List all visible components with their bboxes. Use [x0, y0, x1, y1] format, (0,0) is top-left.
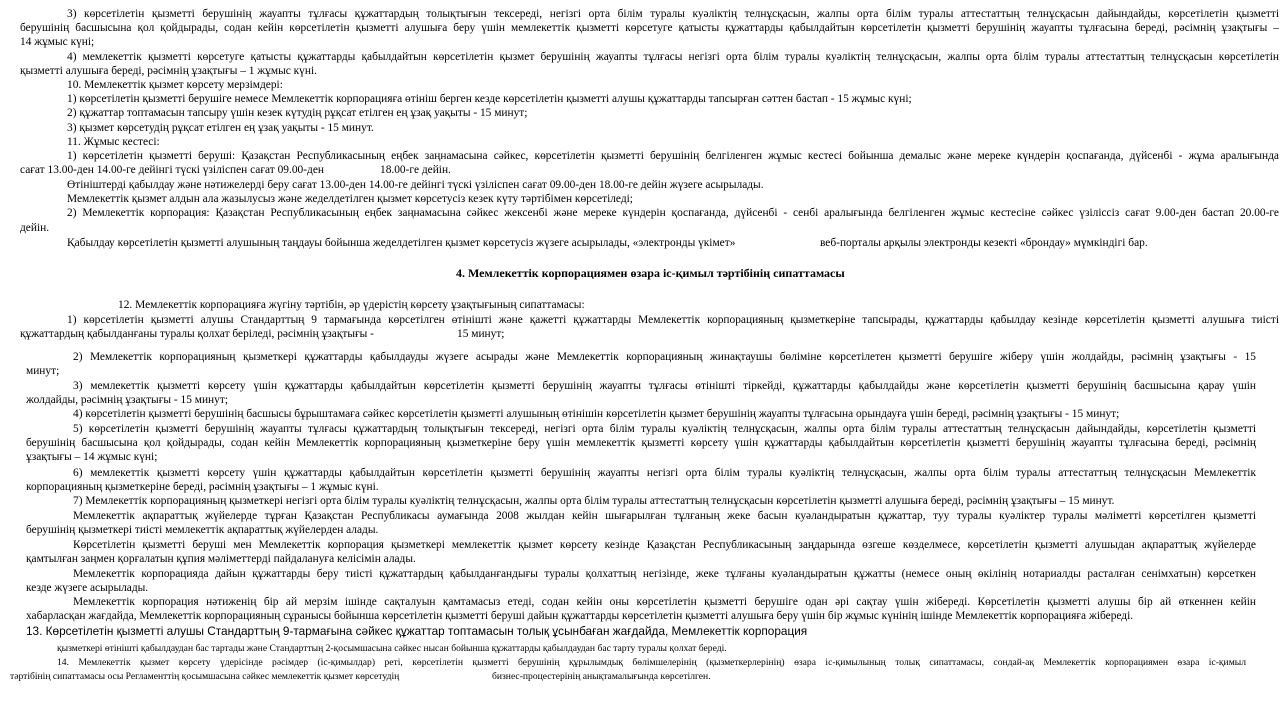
text-line: берушінің қызметкері тиісті мемлекеттік ақпараттық жүйелерден алады.	[26, 524, 379, 536]
text-line: 1) көрсетілетін қызметті берушіге немесе Мемлекеттік корпорацияға өтініш берген кезде көрсетілетін қызметті алушы құжаттарды тапсырған сәттен бастап - 15 жұмыс күні;	[67, 93, 912, 105]
text-line: 7) Мемлекеттік корпорацияның қызметкері негізгі орта білім туралы куәліктің телнұсқасын, жалпы орта білім туралы аттестаттың телнұсқасын көрсетілетін қызметті алушыға береді, рәсімнің ұзақтығы – 15 минут.	[73, 495, 1115, 507]
text-line: Мемлекеттік қызмет алдын ала жазылусыз және жеделдетілген қызмет көрсетусіз кезек күту тәртібімен көрсетіледі;	[67, 193, 633, 205]
text-line: 14 жұмыс күні;	[20, 36, 95, 48]
text-line: берушінің басшысына қол қойдырады, содан кейін көрсетілетін қызметті алушыға беру үшін мемлекеттік қызметті көрсетуге қатысты құжаттарды қабылдайтын көрсетілетін қызметті берушінің жауапты тұлғасына береді, рәсімнің ұзақтығы –	[20, 22, 1279, 34]
text-line: 3) қызмет көрсетудің рұқсат етілген ең ұзақ уақыты - 15 минут.	[67, 122, 374, 134]
text-line: 14. Мемлекеттік қызмет көрсету үдерісінде рәсімдер (іс-қимылдар) реті, көрсетілетін қызметті берушінің құрылымдық бөлімшелерінің (қызметкерлерінің) өзара іс-қимылының толық сипаттамасы, сондай-ақ Мемлекеттік корпорациямен өзара іс-қимыл	[57, 657, 1246, 668]
text-line: бизнес-процестерінің анықтамалығында көрсетілген.	[492, 671, 711, 682]
text-line: 15 минут;	[457, 328, 505, 340]
text-line: 11. Жұмыс кестесі:	[67, 136, 160, 148]
text-line: 18.00-ге дейін.	[380, 164, 451, 176]
text-line: қызметті алушыға береді, рәсімнің ұзақтығы – 1 жұмыс күні.	[20, 65, 317, 77]
text-line: Өтініштерді қабылдау және нәтижелерді беру сағат 13.00-ден 14.00-ге дейінгі түскі үзіліспен сағат 09.00-ден 18.00-ге дейін жүзеге асырылады.	[67, 179, 764, 191]
text-line: 4) мемлекеттік қызметті көрсетуге қатысты құжаттарды қабылдайтын көрсетілетін қызмет берушінің жауапты тұлғасы негізгі орта білім туралы куәліктің телнұсқасын, жалпы орта білім туралы аттестаттың телнұсқасын көрсетілетін	[67, 51, 1279, 63]
text-line: ұзақтығы – 14 жұмыс күні;	[26, 451, 158, 463]
text-line: 12. Мемлекеттік корпорацияға жүгіну тәртібін, әр үдерістің көрсету ұзақтығының сипаттамасы:	[118, 299, 585, 311]
section-heading: 4. Мемлекеттік корпорациямен өзара іс-қимыл тәртібінің сипаттамасы	[456, 266, 845, 280]
text-line: сағат 13.00-ден 14.00-ге дейінгі түскі үзіліспен сағат 09.00-ден	[20, 164, 324, 176]
text-line: қамтылған заңмен қорғалатын құпия мәліметтерді пайдалануға келісімін алады.	[26, 553, 416, 565]
text-line: қызметкері өтінішті қабылдаудан бас тартады және Стандарттың 2-қосымшасына сәйкес нысан бойынша құжаттарды қабылдаудан бас тарту туралы қолхат береді.	[57, 643, 727, 654]
text-line: 5) көрсетілетін қызметті берушінің жауапты тұлғасы құжаттардың толықтығын тексереді, негізгі орта білім туралы куәліктің телнұсқасын, жалпы орта білім туралы аттестаттың телнұсқасын дайындайды, көрсетілетін қызметті	[73, 423, 1256, 435]
text-line: веб-порталы арқылы электронды кезекті «брондау» мүмкіндігі бар.	[820, 237, 1148, 249]
text-line: 3) мемлекеттік қызметті көрсету үшін құжаттарды қабылдайтын көрсетілетін қызметті берушінің жауапты тұлғасы өтінішті тіркейді, құжаттарды қабылдайды және көрсетілетін қызметті берушінің басшысына қарау үшін	[73, 380, 1256, 392]
text-line: 10. Мемлекеттік қызмет көрсету мерзімдері:	[67, 79, 283, 91]
text-line: Қабылдау көрсетілетін қызметті алушының таңдауы бойынша жеделдетілген қызмет көрсетусіз жүзеге асырылады, «электронды үкімет»	[67, 237, 736, 249]
text-line: 6) мемлекеттік қызметті көрсету үшін құжаттарды қабылдайтын көрсетілетін қызметті берушінің жауапты негізгі орта білім туралы куәліктің телнұсқасын, жалпы орта білім туралы аттестаттың телнұсқасын Мемлекеттік	[73, 467, 1256, 479]
text-line: 4) көрсетілетін қызметті берушінің басшысы бұрыштамаға сәйкес көрсетілетін қызметті алушының өтінішін көрсетілетін қызмет берушінің жауапты тұлғасына орындауға үшін береді, рәсімнің ұзақтығы - 15 минут;	[73, 408, 1120, 420]
text-line: минут;	[26, 365, 60, 377]
text-line: құжаттардың қабылданғаны туралы қолхат беріледі, рәсімнің ұзақтығы -	[20, 328, 374, 340]
text-line: тәртібінің сипаттамасы осы Регламенттің қосымшасына сәйкес мемлекеттік қызмет көрсетудің	[10, 671, 400, 682]
text-line: хабарласқан жағдайда, Мемлекеттік корпорацияның сұранысы бойынша көрсетілетін қызметті беруші дайын құжаттарды көрсетілетін қызметті алушыға беру үшін бір жұмыс күнінің ішінде Мемлекеттік корпорацияға жібереді.	[26, 610, 1134, 622]
text-line: 2) құжаттар топтамасын тапсыру үшін кезек күтудің рұқсат етілген ең ұзақ уақыты - 15 минут;	[67, 107, 528, 119]
text-line: Мемлекеттік корпорация нәтиженің бір ай мерзім ішінде сақталуын қамтамасыз етеді, содан кейін оны көрсетілетін қызметті берушіге одан әрі сақтау үшін жібереді. Көрсетілетін қызметті алушы бір ай өткеннен кейін	[73, 596, 1256, 608]
text-line: 2) Мемлекеттік корпорация: Қазақстан Республикасының еңбек заңнамасына сәйкес жексенбі және мереке күндерін қоспағанда, дүйсенбі - сенбі аралығында белгіленген жұмыс кестесіне сәйкес үзіліссіз сағат 9.00-ден бастап 20.00-ге	[67, 207, 1279, 219]
text-line: жолдайды, рәсімнің ұзақтығы - 15 минут;	[26, 394, 228, 406]
text-line: 1) көрсетілетін қызметті беруші: Қазақстан Республикасының еңбек заңнамасына сәйкес, көрсетілетін қызметті берушінің белгіленген жұмыс кестесі бойынша демалыс және мереке күндерін қоспағанда, дүйсенбі - жұма аралығында	[67, 150, 1279, 162]
text-line: корпорацияның қызметкеріне береді, рәсімнің ұзақтығы – 1 жұмыс күні.	[26, 481, 379, 493]
text-line: 1) көрсетілетін қызметті алушы Стандарттың 9 тармағында көрсетілген өтінішті және қажетті құжаттарды Мемлекеттік корпорацияның қызметкеріне тапсырады, құжаттарды қабылдау кезінде көрсетілетін қызметті алушыға тиісті	[67, 314, 1279, 326]
text-line: 3) көрсетілетін қызметті берушінің жауапты тұлғасы құжаттардың толықтығын тексереді, негізгі орта білім туралы куәліктің телнұсқасын, жалпы орта білім туралы аттестаттың телнұсқасын дайындайды, көрсетілетін қызметті	[67, 8, 1279, 20]
text-line: 2) Мемлекеттік корпорацияның қызметкері құжаттарды қабылдауды жүзеге асырады және Мемлекеттік корпорацияның жинақтаушы бөліміне көрсетілетен қызметті берушіге жіберу үшін жолдайды, рәсімнің ұзақтығы - 15	[73, 351, 1256, 363]
text-line: Көрсетілетін қызметті беруші мен Мемлекеттік корпорация қызметкері мемлекеттік қызмет көрсету кезінде Қазақстан Республикасының заңдарында өзгеше көзделмесе, көрсетілетін қызметті алушыдан ақпараттық жүйелерде	[73, 539, 1256, 551]
text-line: кезде жүзеге асырылады.	[26, 582, 149, 594]
text-line: берушінің басшысына қол қойдырады, содан кейін Мемлекеттік корпорацияның қызметкеріне беру үшін мемлекеттік қызметті көрсету үшін құжаттарды қабылдайтын көрсетілетін қызметті берушінің жауапты тұлғасына береді, рәсімнің	[26, 437, 1256, 449]
text-line: 13. Көрсетілетін қызметті алушы Стандарттың 9-тармағына сәйкес құжаттар топтамасын толық ұсынбаған жағдайда, Мемлекеттік корпорация	[26, 624, 808, 638]
text-line: Мемлекеттік ақпараттық жүйелерде тұрған Қазақстан Республикасы аумағында 2008 жылдан кейін шығарылған тұлғаның жеке басын куәландыратын құжаттар, туу туралы куәліктер туралы мәліметті көрсетілген қызметті	[73, 510, 1256, 522]
text-line: Мемлекеттік корпорацияда дайын құжаттарды беру тиісті құжаттардың қабылданғандығы туралы қолхаттың негізінде, жеке тұлғаны куәландыратын құжатты (немесе оның өкілінің нотариалды расталған сенімхатын) көрсеткен	[73, 568, 1256, 580]
text-line: дейін.	[20, 222, 50, 234]
